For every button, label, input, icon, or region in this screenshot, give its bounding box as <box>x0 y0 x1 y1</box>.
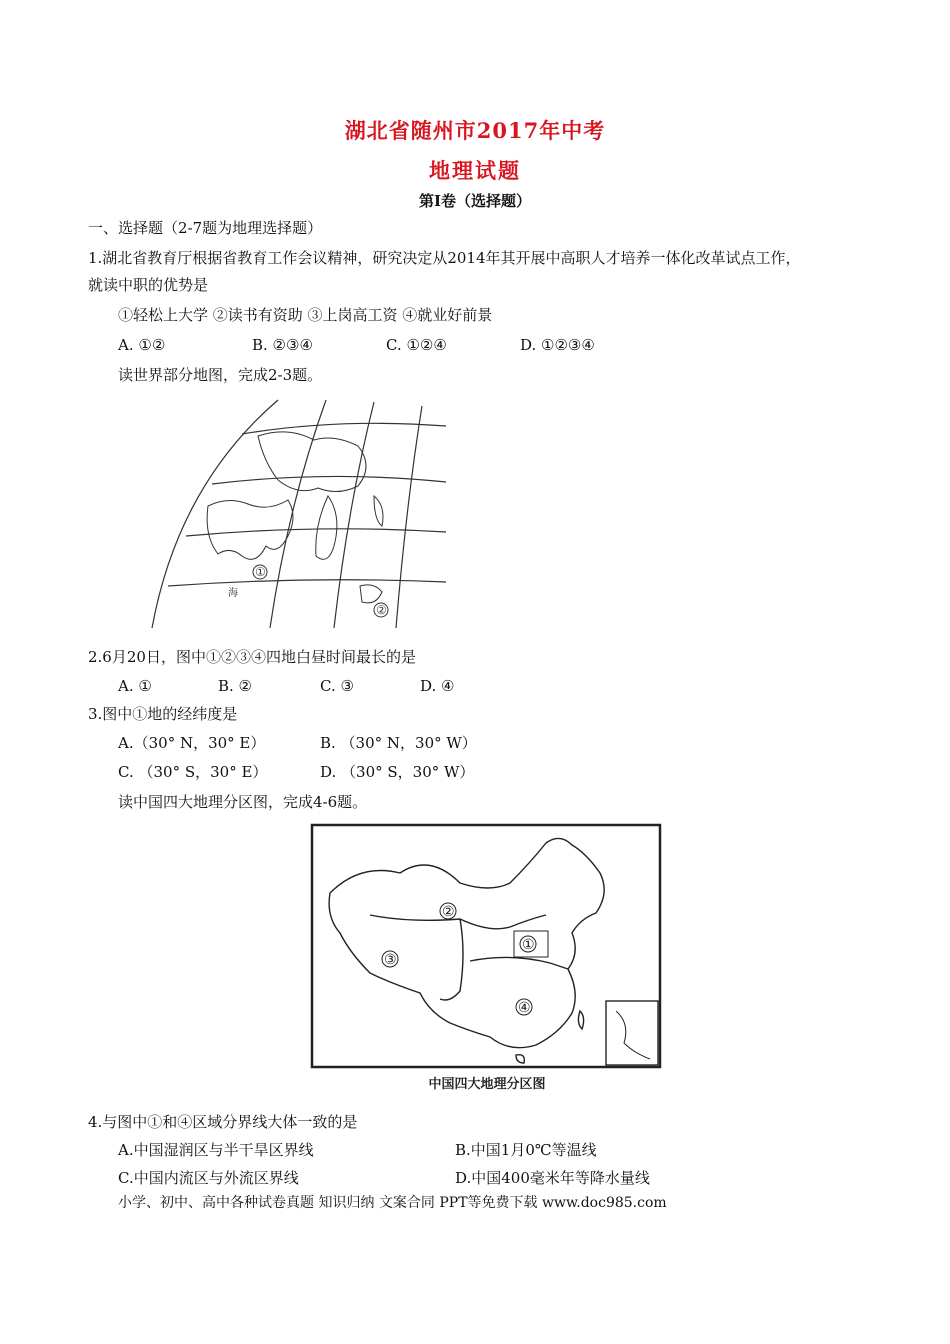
q1-option-c: C. ①②④ <box>386 336 447 354</box>
world-partial-map <box>138 396 450 628</box>
exam-title: 湖北省随州市2017年中考 <box>344 118 606 143</box>
q4-option-d: D.中国400毫米年等降水量线 <box>455 1169 650 1187</box>
q2-option-d: D. ④ <box>420 677 455 695</box>
question-1-items: ①轻松上大学 ②读书有资助 ③上岗高工资 ④就业好前景 <box>118 306 493 324</box>
q3-option-b: B. （30° N，30° W） <box>320 734 477 752</box>
section-heading: 一、选择题（2-7题为地理选择题） <box>88 219 323 237</box>
q2-option-b: B. ② <box>218 677 253 695</box>
q4-option-b: B.中国1月0℃等温线 <box>455 1141 597 1159</box>
map1-label-2: ② <box>376 603 387 617</box>
q1-option-a: A. ①② <box>118 336 166 354</box>
region-3-label: ③ <box>384 952 397 968</box>
question-4-stem: 4.与图中①和④区域分界线大体一致的是 <box>88 1113 358 1131</box>
q4-option-c: C.中国内流区与外流区界线 <box>118 1169 299 1187</box>
china-regions-map <box>310 823 665 1096</box>
map1-label-1: ① <box>255 565 266 579</box>
question-1-line-1: 1.湖北省教育厅根据省教育工作会议精神，研究决定从2014年其开展中高职人才培养一体化改革试点工作， <box>88 249 801 267</box>
china-map-caption: 中国四大地理分区图 <box>428 1077 546 1092</box>
q4-option-a: A.中国湿润区与半干旱区界线 <box>118 1141 314 1159</box>
q2-option-c: C. ③ <box>320 677 354 695</box>
region-1-label: ① <box>522 937 535 953</box>
question-3-stem: 3.图中①地的经纬度是 <box>88 705 238 723</box>
q1-option-d: D. ①②③④ <box>520 336 595 354</box>
volume-heading: 第Ⅰ卷（选择题） <box>418 192 532 210</box>
q3-option-a: A.（30° N，30° E） <box>118 734 266 752</box>
question-1-line-2: 就读中职的优势是 <box>88 276 209 294</box>
q1-option-b: B. ②③④ <box>252 336 313 354</box>
intro-questions-4-6: 读中国四大地理分区图，完成4-6题。 <box>118 793 368 811</box>
q3-option-d: D. （30° S，30° W） <box>320 763 475 781</box>
q3-option-c: C. （30° S，30° E） <box>118 763 268 781</box>
intro-questions-2-3: 读世界部分地图，完成2-3题。 <box>118 366 323 384</box>
page-footer: 小学、初中、高中各种试卷真题 知识归纳 文案合同 PPT等免费下载 www.doc985.com <box>118 1195 667 1211</box>
question-2-stem: 2.6月20日，图中①②③④四地白昼时间最长的是 <box>88 648 416 666</box>
map1-sea-label: 海 <box>228 588 238 599</box>
region-4-label: ④ <box>518 1000 531 1016</box>
region-2-label: ② <box>442 904 455 920</box>
q2-option-a: A. ① <box>118 677 152 695</box>
exam-subtitle: 地理试题 <box>429 158 521 183</box>
